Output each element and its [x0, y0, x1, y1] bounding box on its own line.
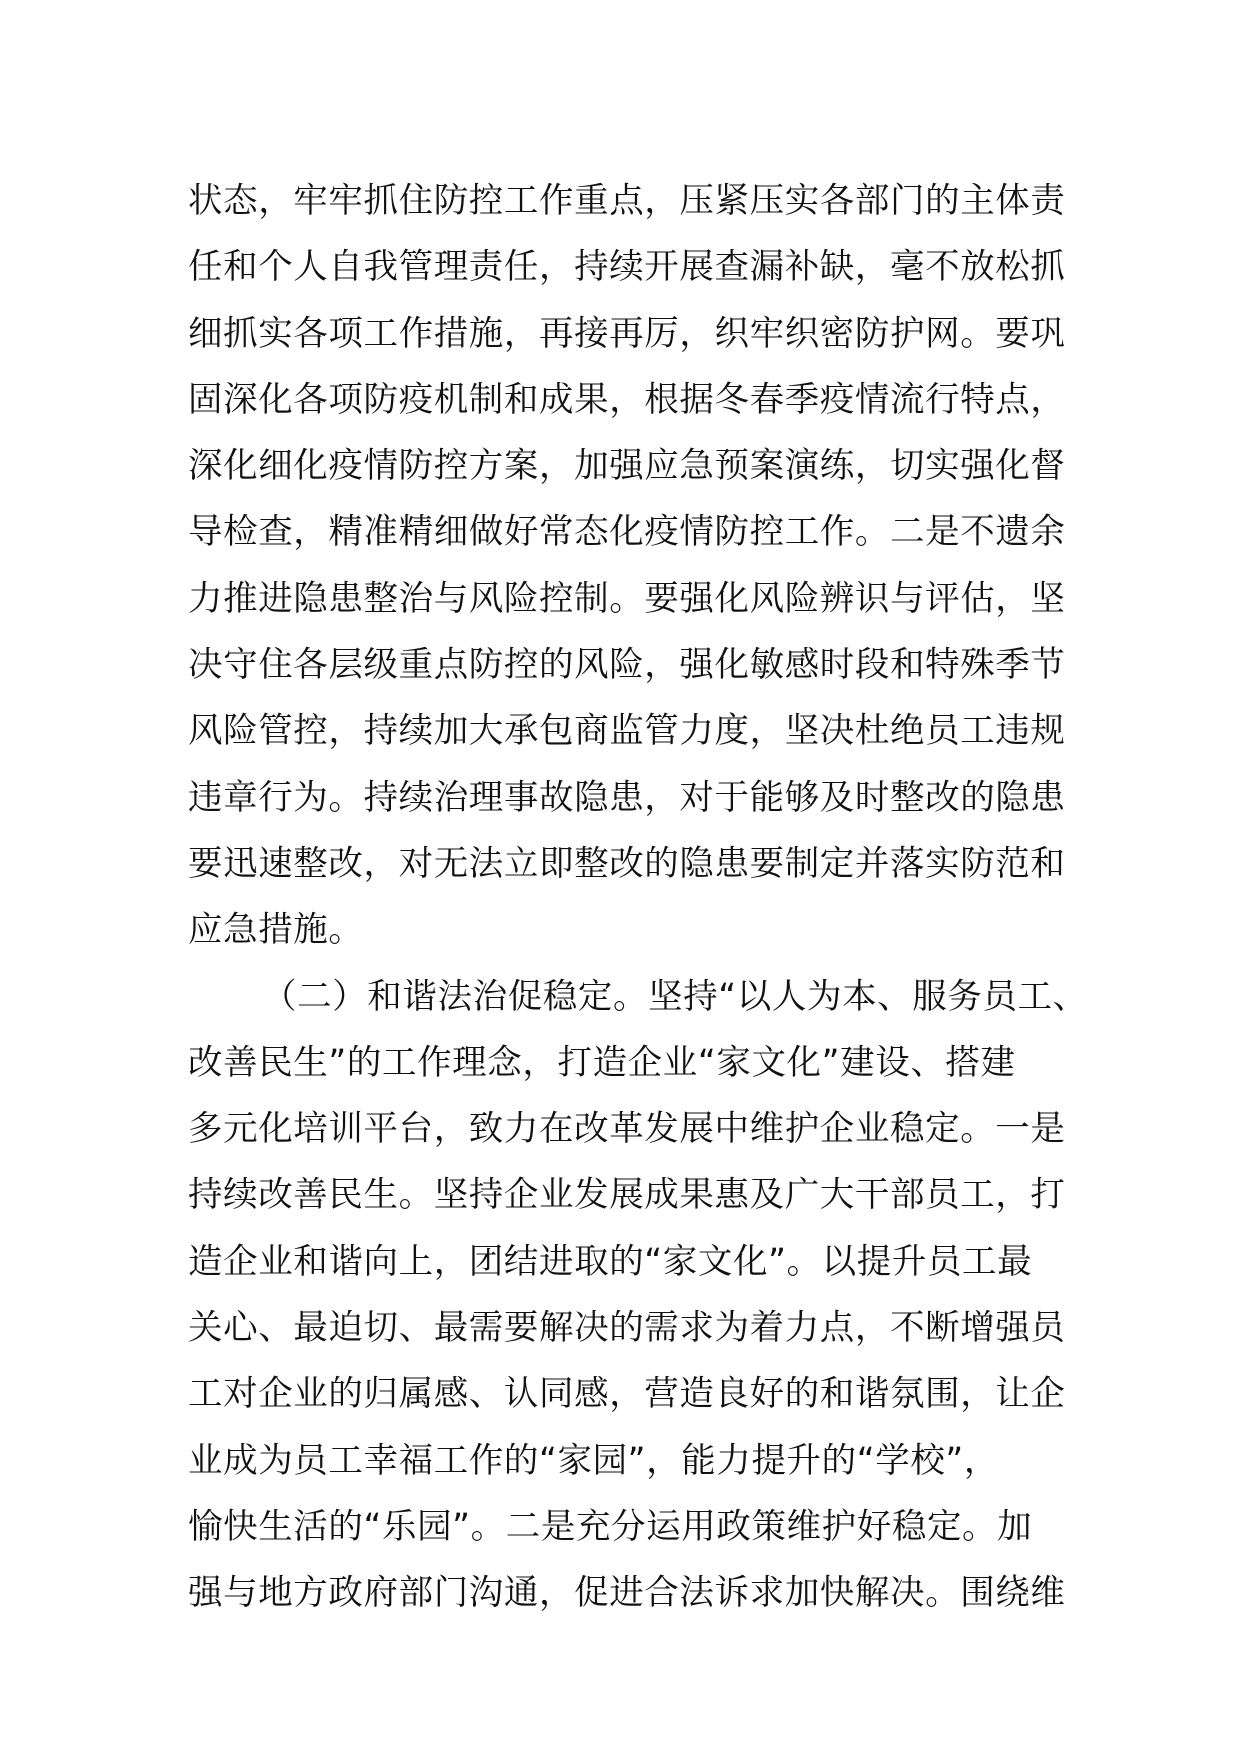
- text-line: 力推进隐患整治与风险控制。要强化风险辨识与评估，坚: [188, 578, 1066, 619]
- text-line: 工对企业的归属感、认同感，营造良好的和谐氛围，让企: [188, 1374, 1066, 1415]
- text-line: 愉快生活的“乐园”。二是充分运用政策维护好稳定。加: [188, 1506, 1033, 1547]
- text-line: 要迅速整改，对无法立即整改的隐患要制定并落实防范和: [188, 843, 1066, 884]
- text-line: 决守住各层级重点防控的风险，强化敏感时段和特殊季节: [188, 645, 1066, 686]
- text-line: 多元化培训平台，致力在改革发展中维护企业稳定。一是: [188, 1109, 1066, 1150]
- text-line: 造企业和谐向上，团结进取的“家文化”。以提升员工最: [188, 1241, 1033, 1282]
- text-line: 关心、最迫切、最需要解决的需求为着力点，不断增强员: [188, 1308, 1066, 1349]
- text-line: 任和个人自我管理责任，持续开展查漏补缺，毫不放松抓: [188, 247, 1066, 288]
- text-line: 固深化各项防疫机制和成果，根据冬春季疫情流行特点，: [188, 379, 1066, 420]
- text-line: 违章行为。持续治理事故隐患，对于能够及时整改的隐患: [188, 777, 1066, 818]
- text-line: 深化细化疫情防控方案，加强应急预案演练，切实强化督: [188, 446, 1066, 487]
- section-heading-line: （二）和谐法治促稳定。坚持“以人为本、服务员工、: [262, 976, 1088, 1017]
- text-line: 改善民生”的工作理念，打造企业“家文化”建设、搭建: [188, 1042, 1016, 1083]
- text-line: 强与地方政府部门沟通，促进合法诉求加快解决。围绕维: [188, 1573, 1066, 1614]
- text-line: 细抓实各项工作措施，再接再厉，织牢织密防护网。要巩: [188, 313, 1066, 354]
- body-text: [188, 168, 1088, 1627]
- text-line: 状态，牢牢抓住防控工作重点，压紧压实各部门的主体责: [188, 181, 1066, 221]
- text-line: 应急措施。: [188, 910, 364, 951]
- text-line: 持续改善民生。坚持企业发展成果惠及广大干部员工，打: [188, 1175, 1066, 1216]
- text-line: 风险管控，持续加大承包商监管力度，坚决杜绝员工违规: [188, 711, 1066, 752]
- text-line: 导检查，精准精细做好常态化疫情防控工作。二是不遗余: [188, 512, 1066, 553]
- text-line: 业成为员工幸福工作的“家园”，能力提升的“学校”，: [188, 1440, 999, 1481]
